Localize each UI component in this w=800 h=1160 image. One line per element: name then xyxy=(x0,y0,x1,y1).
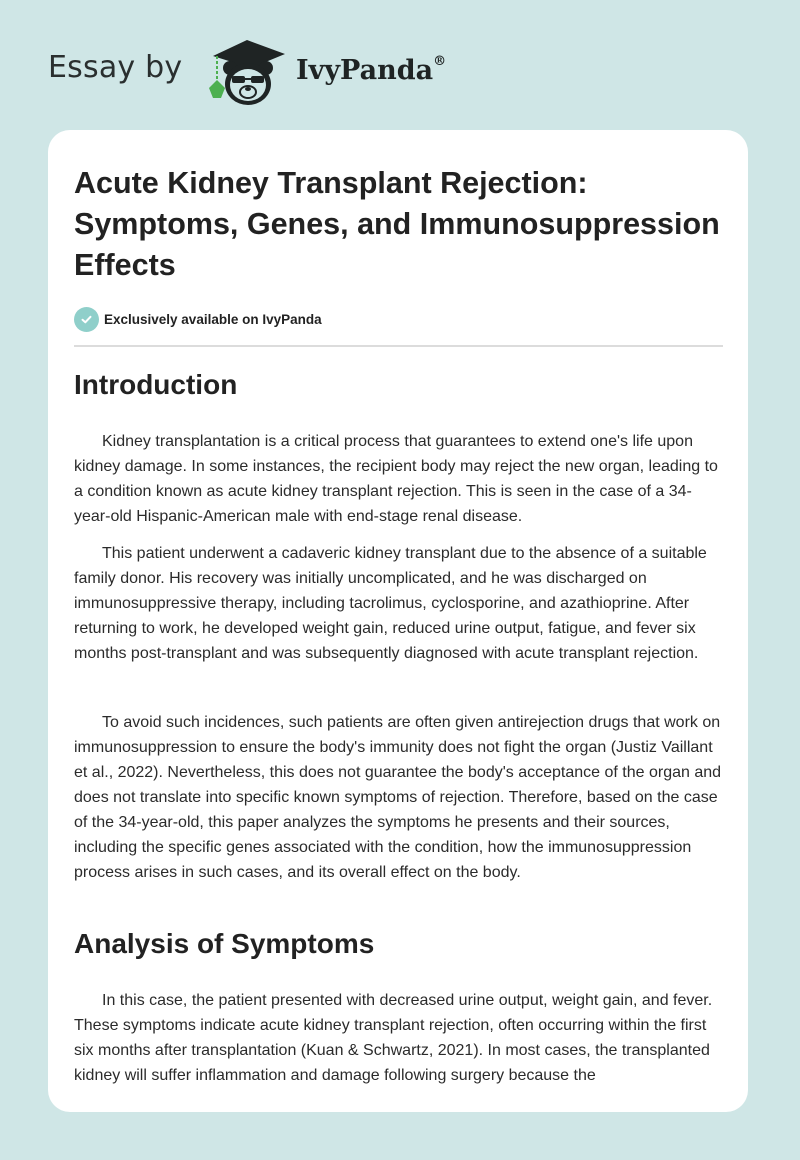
page-title: Acute Kidney Transplant Rejection: Symptoms, Genes, and Immunosuppression Effects xyxy=(74,166,720,282)
brand-label: IvyPanda xyxy=(296,55,434,86)
paragraph: This patient underwent a cadaveric kidney transplant due to the absence of a suitable family donor. His recovery was initially uncomplicated, and he was discharged on immunosuppressive therapy, including tacrolimus, cyclosporine, and azathioprine. After returning to work, he developed weight gain, reduced urine output, fatigue, and fever six months post-transplant and was subsequently diagnosed with acute transplant rejection. xyxy=(74,545,707,662)
paragraph: In this case, the patient presented with decreased urine output, weight gain, and fever. These symptoms indicate acute kidney transplant rejection, often occurring within the first six months after transplantation (Kuan & Schwartz, 2021). In most cases, the transplanted kidney will suffer inflammation and damage following surgery because the xyxy=(74,992,713,1084)
paragraph: Kidney transplantation is a critical process that guarantees to extend one's life upon kidney damage. In some instances, the recipient body may reject the new organ, leading to a condition known as acute kidney transplant rejection. This is seen in the case of a 34-year-old Hispanic-American male with end-stage renal disease. xyxy=(74,433,718,525)
paragraph: To avoid such incidences, such patients are often given antirejection drugs that work on immunosuppression to ensure the body's immunity does not fight the organ (Justiz Vaillant et al., 2022). Nevertheless, this does not guarantee the body's acceptance of the organ and does not translate into specific known symptoms of rejection. Therefore, based on the case of the 34-year-old, this paper analyzes the symptoms he presents and their sources, including the specific genes associated with the condition, how the immunosuppression process arises in such cases, and its overall effect on the body. xyxy=(74,714,722,881)
brand-name[interactable] xyxy=(296,55,446,86)
essay-by-label: Essay by xyxy=(48,50,183,85)
essay-card xyxy=(48,130,748,1112)
exclusive-label: Exclusively available on IvyPanda xyxy=(104,311,322,327)
divider xyxy=(74,345,723,347)
section-heading-analysis-of-symptoms: Analysis of Symptoms xyxy=(74,928,375,959)
exclusive-badge xyxy=(74,306,322,332)
ivypanda-logo-icon[interactable] xyxy=(203,36,291,108)
registered-mark: ® xyxy=(433,54,447,69)
site-header xyxy=(0,0,800,130)
check-circle-icon xyxy=(74,307,99,332)
section-heading-introduction: Introduction xyxy=(74,369,238,400)
